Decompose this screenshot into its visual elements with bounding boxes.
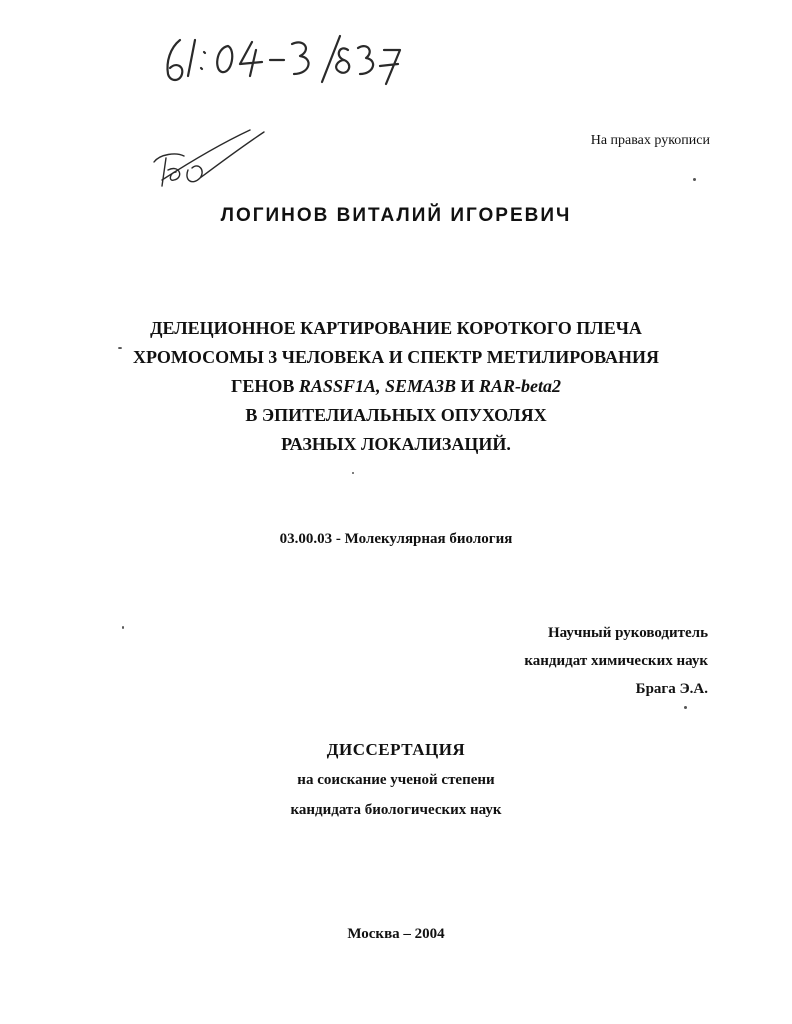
gene-sema3b: SEMA3B	[384, 376, 457, 396]
title-line-3	[80, 372, 712, 401]
title-line-4: В ЭПИТЕЛИАЛЬНЫХ ОПУХОЛЯХ	[245, 405, 547, 425]
title-genes-and: И	[456, 376, 480, 396]
gene-rar-beta2: RAR-beta2	[479, 376, 562, 396]
dissertation-title	[80, 314, 712, 459]
title-line-1: ДЕЛЕЦИОННОЕ КАРТИРОВАНИЕ КОРОТКОГО ПЛЕЧА	[150, 318, 642, 338]
supervisor-block	[524, 619, 708, 703]
supervisor-name: Брага Э.А.	[635, 681, 708, 697]
dissertation-heading: ДИССЕРТАЦИЯ	[326, 740, 466, 759]
supervisor-degree: кандидат химических наук	[524, 653, 708, 669]
scan-speck	[118, 347, 122, 349]
rights-note: На правах рукописи	[590, 133, 710, 148]
supervisor-role: Научный руководитель	[548, 625, 708, 641]
dissertation-block	[0, 735, 792, 825]
title-line-2: ХРОМОСОМЫ 3 ЧЕЛОВЕКА И СПЕКТР МЕТИЛИРОВАНИЯ	[133, 347, 659, 367]
city-year: Москва – 2004	[347, 926, 445, 942]
dissertation-degree-line-1: на соискание ученой степени	[297, 772, 495, 788]
title-genes-prefix: ГЕНОВ	[230, 376, 299, 396]
scan-speck	[684, 706, 687, 709]
author-name: ЛОГИНОВ ВИТАЛИЙ ИГОРЕВИЧ	[220, 205, 572, 226]
gene-rassf1a: RASSF1A,	[298, 376, 381, 396]
scan-speck	[122, 626, 124, 629]
specialty-code: 03.00.03 - Молекулярная биология	[279, 531, 513, 547]
scan-speck	[693, 178, 696, 181]
scan-speck	[352, 472, 354, 474]
handwriting-drawing	[140, 30, 440, 210]
handwritten-archive-code-and-signature	[140, 30, 440, 210]
title-line-5: РАЗНЫХ ЛОКАЛИЗАЦИЙ.	[281, 434, 511, 454]
dissertation-degree-line-2: кандидата биологических наук	[290, 802, 502, 818]
archive-code-text	[0, 0, 1, 1]
